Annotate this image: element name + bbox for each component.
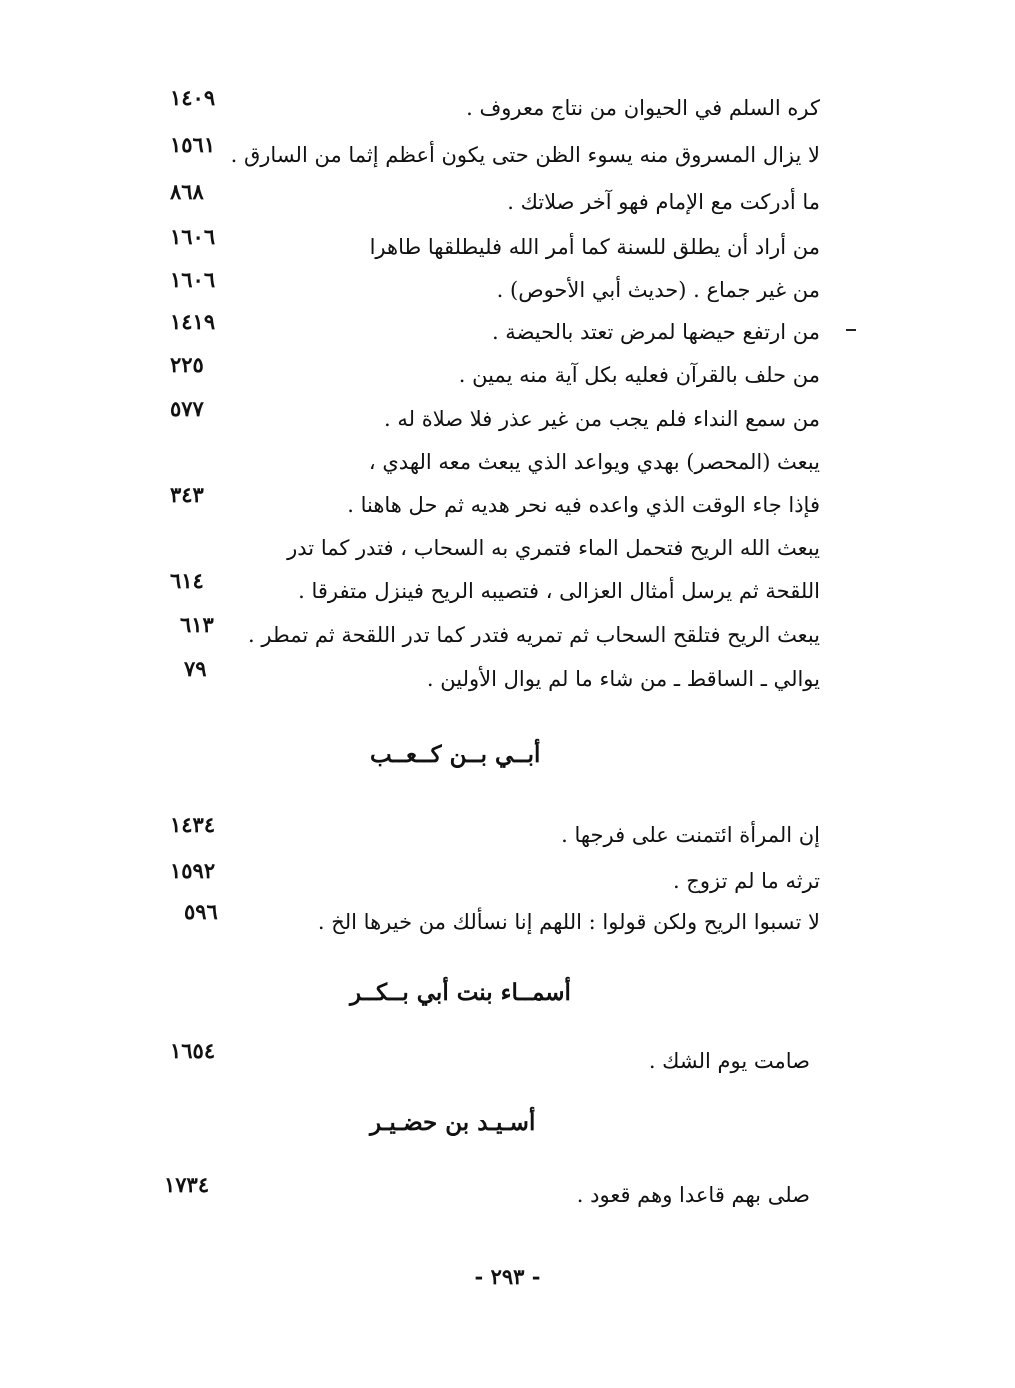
hadith-number: ١٤٣٤ [170,812,216,837]
list-item [150,352,820,404]
list-item [150,224,820,276]
hadith-number: ١٦٥٤ [170,1038,216,1063]
hadith-number: ٥٧٧ [170,396,204,421]
list-item [150,1038,820,1090]
hadith-text: يوالي ـ الساقط ـ من شاء ما لم يوال الأولين . [426,667,820,691]
hadith-number: ٣٤٣ [170,482,204,507]
list-item [150,858,820,910]
list-item [150,899,820,951]
hadith-number: ١٦٠٦ [170,224,216,249]
section-heading: أبــي بــن كــعــب [370,741,541,768]
hadith-number: ١٦٠٦ [170,267,216,292]
list-item [150,396,820,448]
hadith-text: ما أدركت مع الإمام فهو آخر صلاتك . [507,190,820,214]
margin-mark [846,329,856,331]
hadith-text: كره السلم في الحيوان من نتاج معروف . [466,96,820,120]
hadith-text: من ارتفع حيضها لمرض تعتد بالحيضة . [491,320,820,344]
list-item [150,656,820,708]
hadith-text: من أراد أن يطلق للسنة كما أمر الله فليطلقها طاهرا [369,235,820,259]
list-item [150,132,820,184]
hadith-number: ٦١٣ [180,612,214,637]
hadith-text: من سمع النداء فلم يجب من غير عذر فلا صلاة له . [384,407,820,431]
hadith-text: يبعث الريح فتلقح السحاب ثم تمريه فتدر كما تدر اللقحة ثم تمطر . [248,623,820,647]
page-number: - ٢٩٣ - [474,1264,541,1289]
hadith-text: صلى بهم قاعدا وهم قعود . [576,1183,810,1207]
hadith-text: ترثه ما لم تزوج . [672,869,820,893]
hadith-number: ٦١٤ [170,568,204,593]
hadith-text: يبعث الله الريح فتحمل الماء فتمري به السحاب ، فتدر كما تدر [287,536,820,560]
hadith-text: إن المرأة ائتمنت على فرجها . [561,823,820,847]
hadith-number: ٨٦٨ [170,179,204,204]
hadith-text: اللقحة ثم يرسل أمثال العزالى ، فتصيبه الريح فينزل متفرقا . [298,579,820,603]
list-item [150,85,820,137]
hadith-number: ١٧٣٤ [164,1172,210,1197]
hadith-number: ١٥٦١ [170,132,216,157]
hadith-text: لا يزال المسروق منه يسوء الظن حتى يكون أعظم إثما من السارق . [230,143,820,167]
hadith-text: لا تسبوا الريح ولكن قولوا : اللهم إنا نسألك من خيرها الخ . [317,910,820,934]
hadith-text: فإذا جاء الوقت الذي واعده فيه نحر هديه ثم حل هاهنا . [347,493,820,517]
list-item [150,482,820,534]
hadith-text: من غير جماع . (حديث أبي الأحوص) . [496,278,820,302]
hadith-number: ٧٩ [184,656,207,681]
list-item [150,812,820,864]
hadith-number: ٢٢٥ [170,352,204,377]
section-heading: أسمــاء بنت أبي بــكــر [350,979,571,1006]
list-item [150,179,820,231]
section-heading: أسـيـد بن حضـيـر [370,1109,536,1136]
list-item [150,568,820,620]
hadith-number: ١٤١٩ [170,309,216,334]
hadith-number: ٥٩٦ [184,899,218,924]
hadith-text: من حلف بالقرآن فعليه بكل آية منه يمين . [458,363,820,387]
hadith-number: ١٥٩٢ [170,858,216,883]
hadith-text: صامت يوم الشك . [648,1049,810,1073]
list-item [150,447,820,491]
hadith-number: ١٤٠٩ [170,85,216,110]
list-item [150,309,820,361]
list-item [150,533,820,577]
list-item [150,612,820,664]
hadith-text: يبعث (المحصر) بهدي ويواعد الذي يبعث معه الهدي ، [368,450,820,474]
list-item [150,267,820,319]
list-item [150,1172,820,1224]
